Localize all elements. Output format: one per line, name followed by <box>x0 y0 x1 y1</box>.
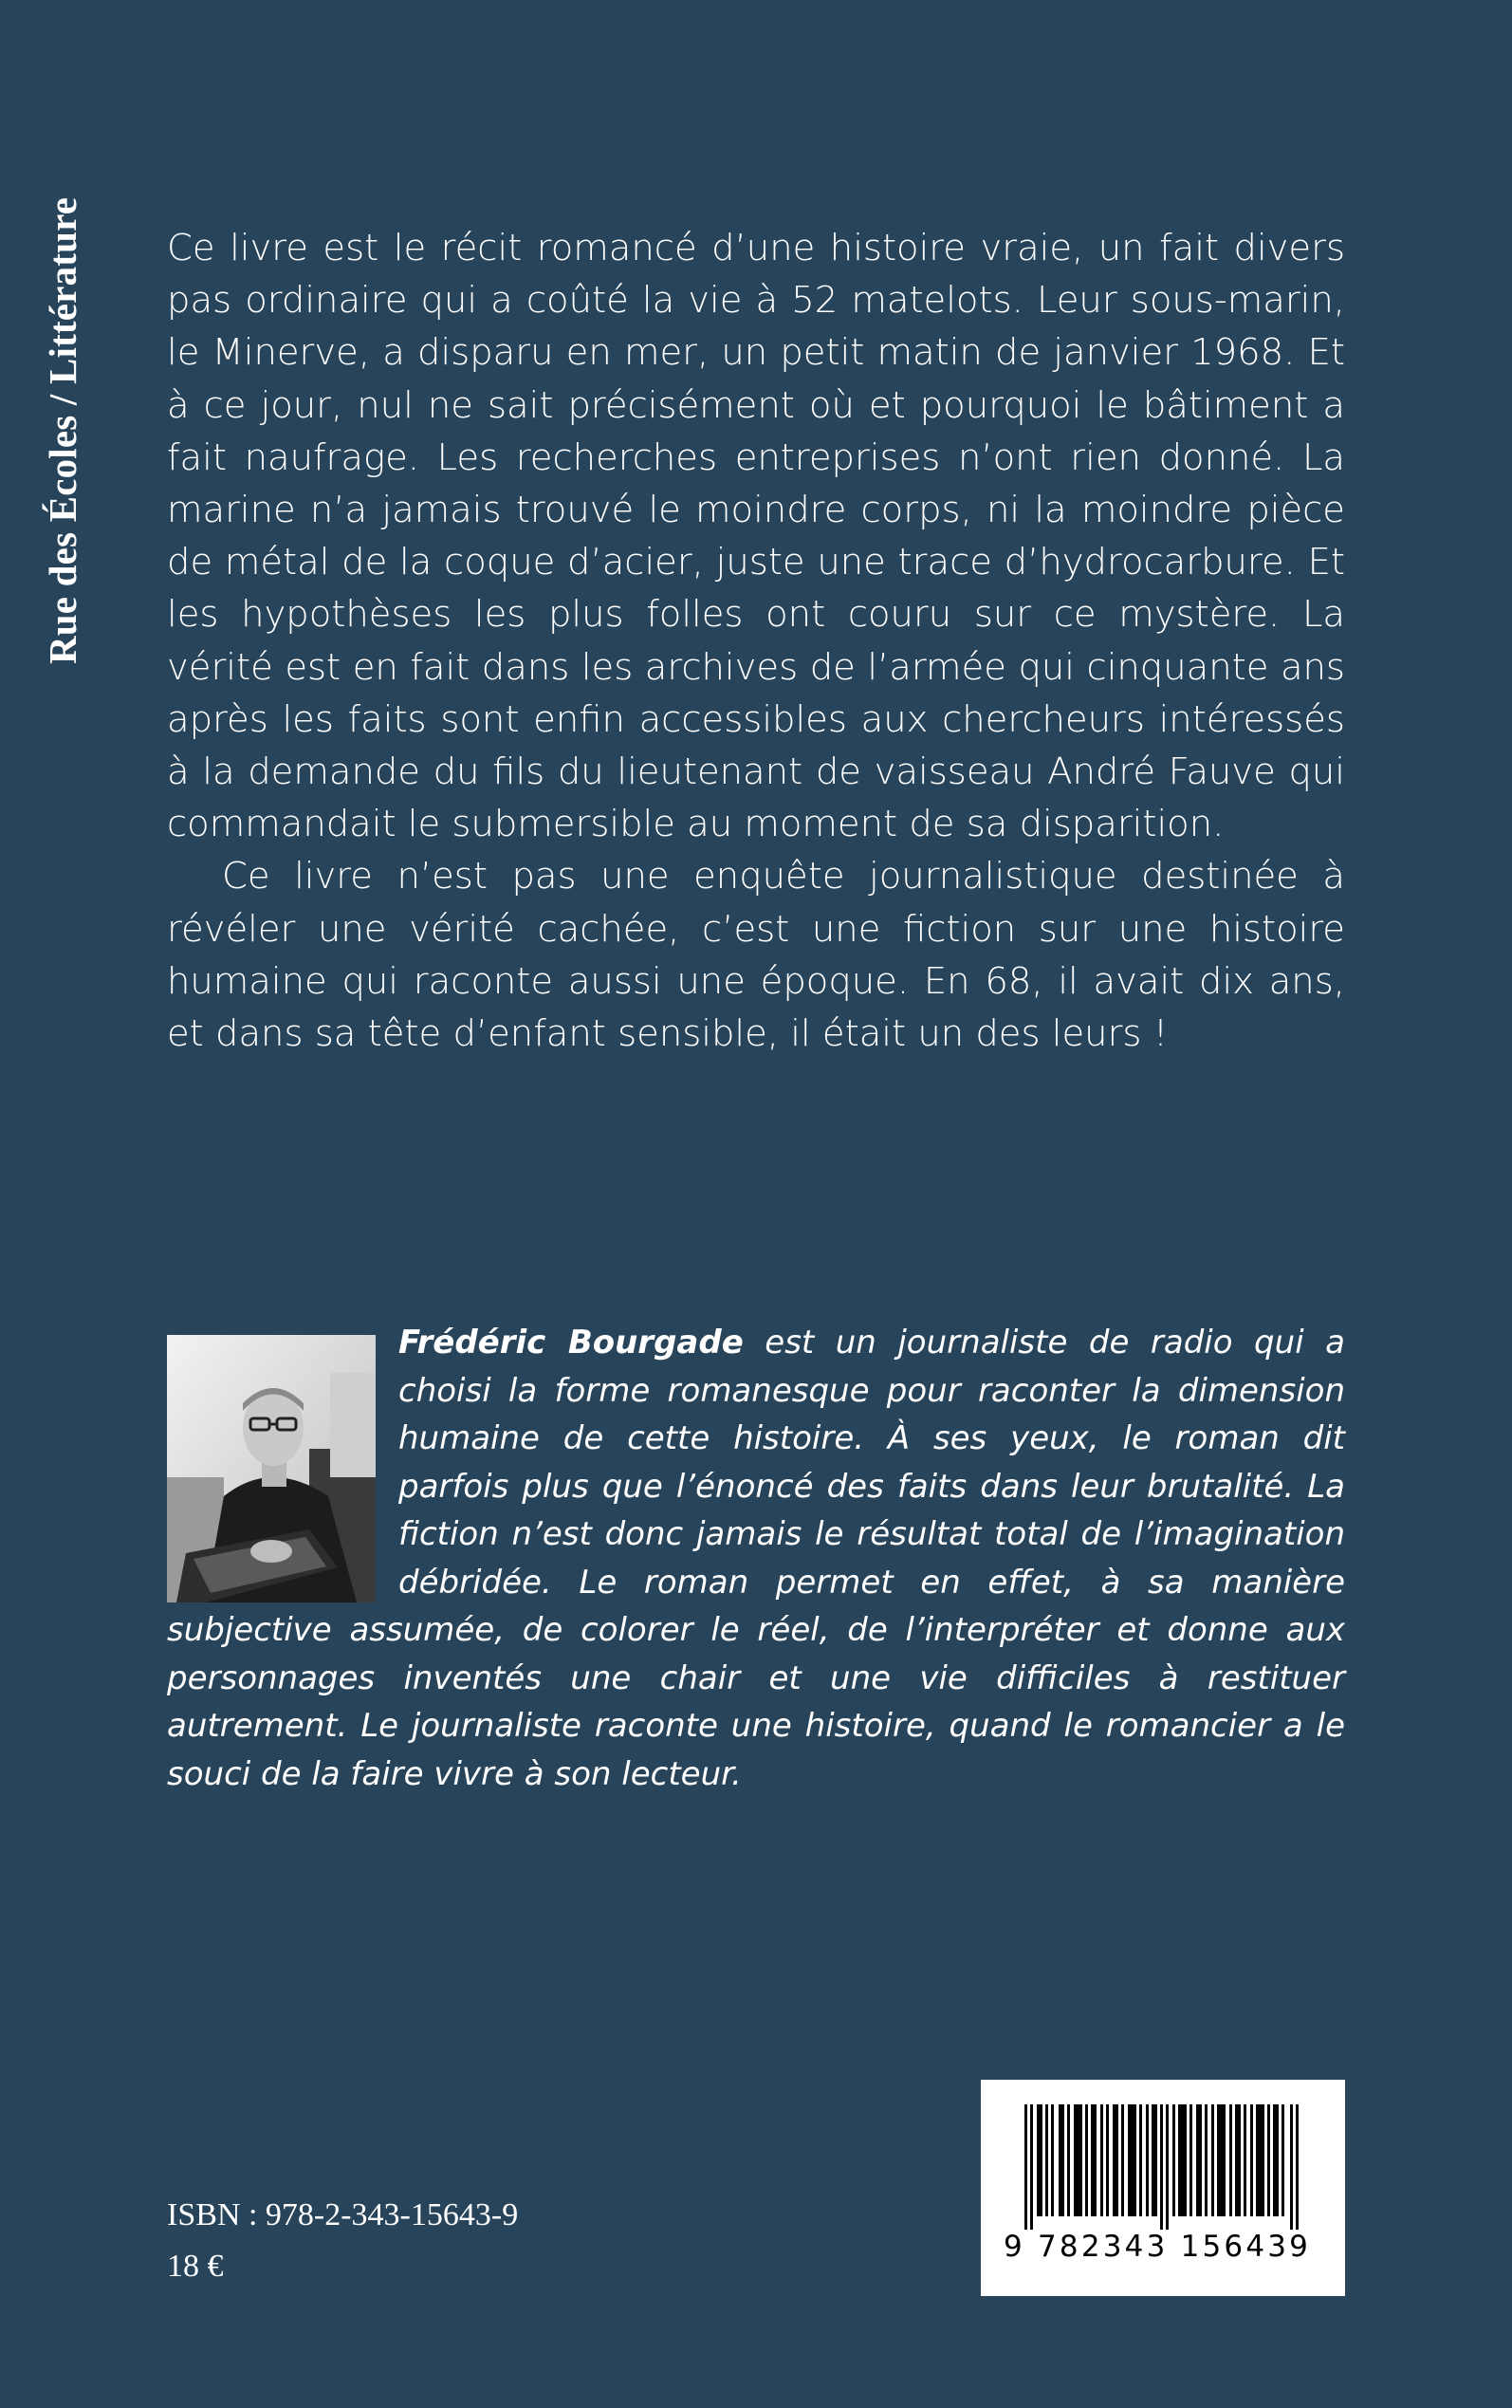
author-bio <box>167 1319 1345 1798</box>
blurb-paragraph: Ce livre n’est pas une enquête journalistique destinée à révéler une vérité cachée, c’est une fiction sur une histoire humaine qui raconte aussi une époque. En 68, il avait dix ans, et dans sa tête d’enfant sensible, il était un des leurs ! <box>167 855 1345 1056</box>
barcode-digits: 9 782343 156439 <box>1004 2230 1312 2264</box>
blurb-paragraph: Ce livre est le récit romancé d’une histoire vraie, un fait divers pas ordinaire qui a coûté la vie à 52 matelots. Leur sous-marin, le Minerve, a disparu en mer, un petit matin de janvier 1968. Et à ce jour, nul ne sait précisément où et pourquoi le bâtiment a fait naufrage. Les recherches entreprises n’ont rien donné. La marine n’a jamais trouvé le moindre corps, ni la moindre pièce de métal de la coque d’acier, juste une trace d’hydrocarbure. Et les hypothèses les plus folles ont couru sur ce mystère. La vérité est en fait dans les archives de l’armée qui cinquante ans après les faits sont enfin accessibles aux chercheurs intéressés à la demande du fils du lieutenant de vaisseau André Fauve qui commandait le submersible au moment de sa disparition. <box>167 227 1345 846</box>
author-portrait-image <box>167 1335 376 1602</box>
author-bio-text: est un journaliste de radio qui a choisi la forme romanesque pour raconter la dimension humaine de cette histoire. À ses yeux, le roman dit parfois plus que l’énoncé des faits dans leur brutalité. La fiction n’est donc jamais le résultat total de l’imagination débridée. Le roman permet en effet, à sa manière subjective assumée, de colorer le réel, de l’interpréter et donne aux personnages inventés une chair et une vie difficiles à restituer autrement. Le journaliste raconte une histoire, quand le romancier a le souci de la faire vivre à son lecteur. <box>167 1324 1345 1793</box>
back-cover-blurb <box>167 222 1345 1060</box>
author-photo <box>167 1335 376 1602</box>
series-label: Rue des Écoles / Littérature <box>41 196 84 664</box>
barcode-bars <box>1024 2104 1301 2230</box>
isbn: ISBN : 978-2-343-15643-9 <box>167 2197 519 2232</box>
price: 18 € <box>167 2249 224 2284</box>
author-name: Frédéric Bourgade <box>398 1324 744 1361</box>
barcode <box>981 2080 1345 2296</box>
